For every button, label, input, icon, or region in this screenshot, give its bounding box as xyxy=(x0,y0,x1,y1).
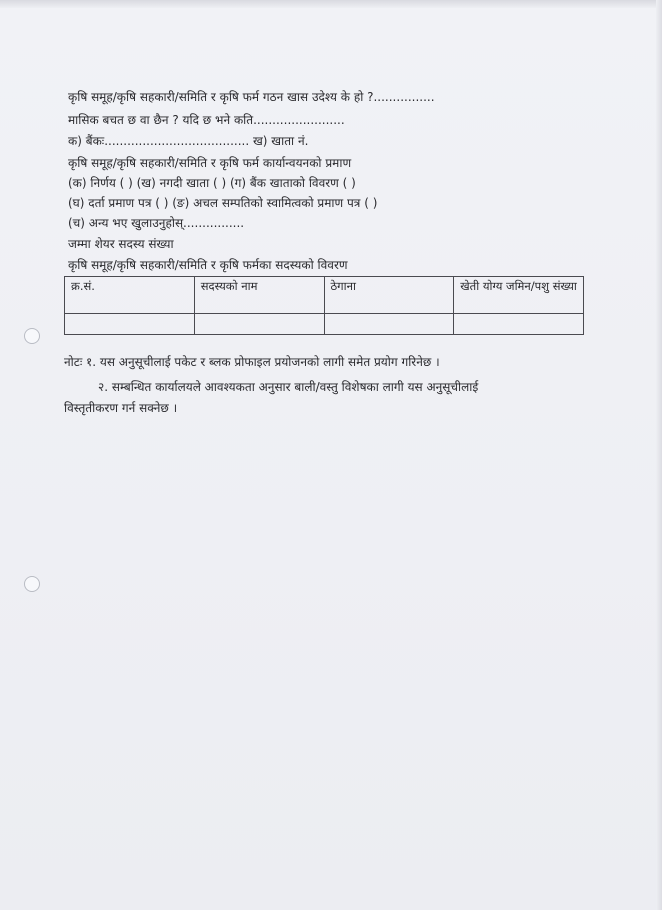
header-member-name: सदस्यको नाम xyxy=(194,277,324,314)
note-2-line-2: विस्तृतीकरण गर्न सक्नेछ । xyxy=(64,401,178,415)
punch-hole-upper xyxy=(24,328,40,344)
member-details-heading: कृषि समूह/कृषि सहकारी/समिति र कृषि फर्मका सदस्यको विवरण xyxy=(68,258,348,272)
note-2-line-1: २. सम्बन्धित कार्यालयले आवश्यकता अनुसार बाली/वस्तु विशेषका लागी यस अनुसूचीलाई xyxy=(98,380,479,394)
top-edge-shadow xyxy=(0,0,662,8)
purpose-question: कृषि समूह/कृषि सहकारी/समिति र कृषि फर्म गठन खास उदेश्य के हो ?................ xyxy=(68,90,435,104)
monthly-savings-question: मासिक बचत छ वा छैन ? यदि छ भने कति........................ xyxy=(68,113,345,127)
implementation-proof-heading: कृषि समूह/कृषि सहकारी/समिति र कृषि फर्म कार्यान्वयनको प्रमाण xyxy=(68,156,352,170)
note-1: नोटः १. यस अनुसूचीलाई पकेट र ब्लक प्रोफाइल प्रयोजनको लागी समेत प्रयोग गरिनेछ । xyxy=(64,355,440,369)
total-shareholders-line: जम्मा शेयर सदस्य संख्या xyxy=(68,237,174,251)
other-specify-line: (च) अन्य भए खुलाउनुहोस्................ xyxy=(68,216,245,230)
proof-options-row-2: (घ) दर्ता प्रमाण पत्र ( ) (ङ) अचल सम्पतिको स्वामित्वको प्रमाण पत्र ( ) xyxy=(68,196,378,210)
punch-hole-lower xyxy=(24,576,40,592)
member-details-table xyxy=(64,276,584,335)
right-edge-shadow xyxy=(656,0,662,910)
table-row xyxy=(65,314,584,335)
header-address: ठेगाना xyxy=(324,277,454,314)
header-land-livestock: खेती योग्य जमिन/पशु संख्या xyxy=(454,277,584,314)
table-cell xyxy=(65,314,195,335)
bank-account-line: क) बैंकः...................................... ख) खाता नं. xyxy=(68,134,309,148)
table-cell xyxy=(194,314,324,335)
header-serial-no: क्र.सं. xyxy=(65,277,195,314)
table-header-row xyxy=(65,277,584,314)
proof-options-row-1: (क) निर्णय ( ) (ख) नगदी खाता ( ) (ग) बैंक खाताको विवरण ( ) xyxy=(68,176,356,190)
table-cell xyxy=(324,314,454,335)
table-cell xyxy=(454,314,584,335)
